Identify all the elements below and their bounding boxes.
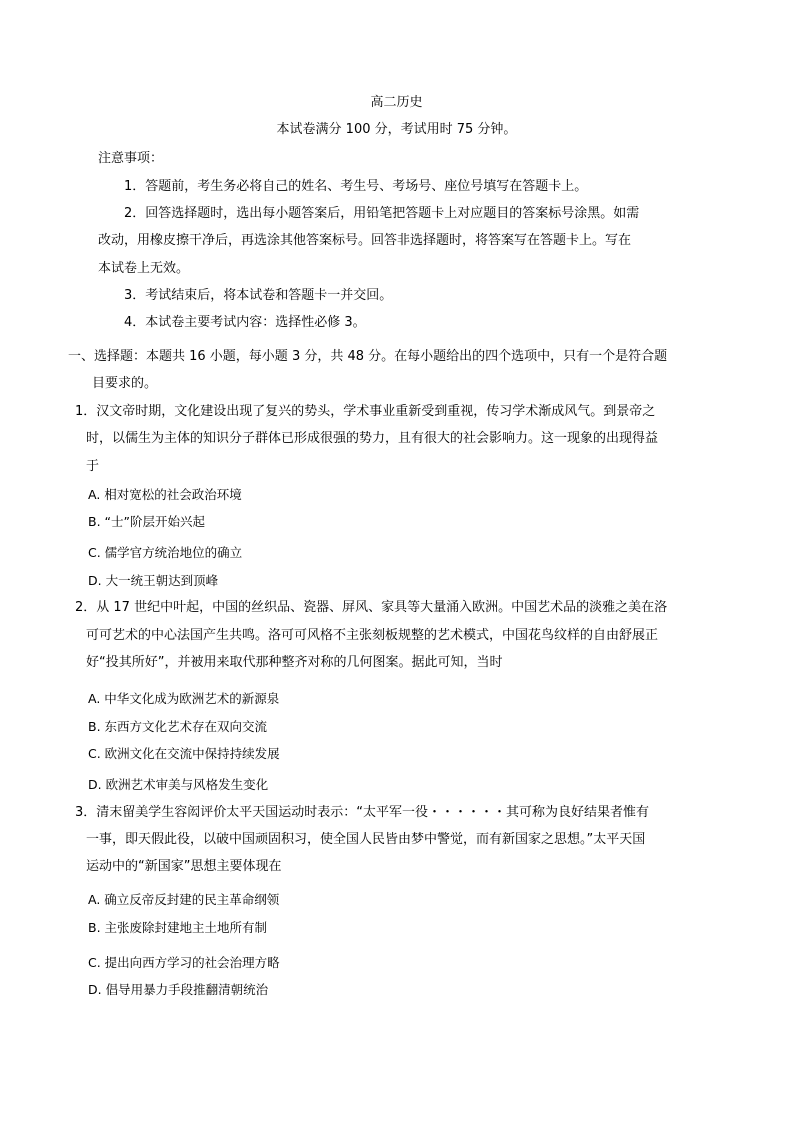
question-3-text: 3．清末留美学生容闳评价太平天国运动时表示：“太平军一役・・・・・・其可称为良好结果者惟有 [75, 805, 650, 820]
exam-title: 高二历史 [370, 95, 423, 110]
section-heading: 一、选择题：本题共 16 小题，每小题 3 分，共 48 分。在每小题给出的四个选项中，只有一个是符合题 [68, 349, 668, 364]
question-2-text: 2．从 17 世纪中叶起，中国的丝织品、瓷器、屏风、家具等大量涌入欧洲。中国艺术品的淡雅之美在洛 [75, 600, 668, 615]
question-3-option-d: D. 倡导用暴力手段推翻清朝统治 [88, 982, 269, 997]
question-2-text: 可可艺术的中心法国产生共鸣。洛可可风格不主张刻板规整的艺术模式，中国花鸟纹样的自由舒展正 [86, 628, 659, 643]
notice-item: 2．回答选择题时，选出每小题答案后，用铅笔把答题卡上对应题目的答案标号涂黑。如需 [124, 206, 640, 221]
question-3-text: 一事，即天假此役，以破中国顽固积习，使全国人民皆由梦中警觉，而有新国家之思想。”太平天国 [86, 832, 646, 847]
question-2-option-b: B. 东西方文化艺术存在双向交流 [88, 719, 268, 734]
question-1-option-d: D. 大一统王朝达到顶峰 [88, 573, 219, 588]
question-1-text: 1．汉文帝时期，文化建设出现了复兴的势头，学术事业重新受到重视，传习学术渐成风气。到景帝之 [75, 404, 656, 419]
notice-item: 1．答题前，考生务必将自己的姓名、考生号、考场号、座位号填写在答题卡上。 [124, 179, 588, 194]
question-3-text: 运动中的“新国家”思想主要体现在 [86, 859, 282, 874]
question-1-option-a: A. 相对宽松的社会政治环境 [88, 487, 242, 502]
notice-item: 4．本试卷主要考试内容：选择性必修 3。 [124, 315, 366, 330]
notice-heading: 注意事项： [98, 151, 164, 166]
section-heading-cont: 目要求的。 [92, 376, 158, 391]
notice-item: 本试卷上无效。 [98, 261, 190, 276]
question-3-option-b: B. 主张废除封建地主土地所有制 [88, 920, 268, 935]
question-1-text: 时，以儒生为主体的知识分子群体已形成很强的势力，且有很大的社会影响力。这一现象的出现得益 [86, 431, 659, 446]
notice-item: 3．考试结束后，将本试卷和答题卡一并交回。 [124, 288, 393, 303]
notice-item: 改动，用橡皮擦干净后，再选涂其他答案标号。回答非选择题时，将答案写在答题卡上。写在 [98, 233, 632, 248]
question-1-option-b: B. “士”阶层开始兴起 [88, 514, 205, 529]
question-2-option-d: D. 欧洲艺术审美与风格发生变化 [88, 777, 269, 792]
question-3-option-c: C. 提出向西方学习的社会治理方略 [88, 955, 280, 970]
question-3-option-a: A. 确立反帝反封建的民主革命纲领 [88, 892, 280, 907]
question-2-text: 好“投其所好”，并被用来取代那种整齐对称的几何图案。据此可知，当时 [86, 655, 503, 670]
exam-subtitle: 本试卷满分 100 分，考试用时 75 分钟。 [276, 122, 517, 137]
question-1-text: 于 [86, 459, 100, 474]
question-2-option-c: C. 欧洲文化在交流中保持持续发展 [88, 746, 280, 761]
question-1-option-c: C. 儒学官方统治地位的确立 [88, 545, 243, 560]
question-2-option-a: A. 中华文化成为欧洲艺术的新源泉 [88, 691, 280, 706]
